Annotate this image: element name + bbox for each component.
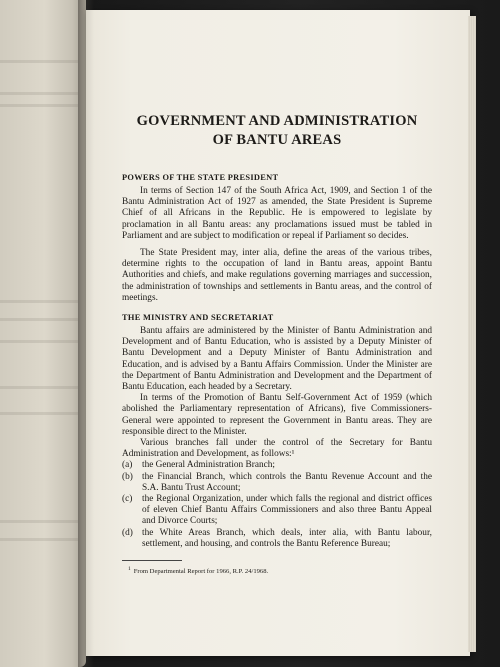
- paragraph: In terms of Section 147 of the South Africa Act, 1909, and Section 1 of the Bantu Administration Act of 1927 as amended, the State President is Supreme Chief of all Africans in the Republic. He is empowered to legislate by proclamation in all Bantu areas: any proclamations issued must be tabled in Parliament and are subject to modification or repeal if Parliament so decides.: [122, 186, 432, 241]
- paragraph: Various branches fall under the control of the Secretary for Bantu Administration and Development, as follows:¹: [122, 438, 432, 460]
- page-title: [122, 112, 432, 150]
- paragraph: The State President may, inter alia, define the areas of the various tribes, determine rights to the occupation of land in Bantu areas, appoint Bantu Authorities and chiefs, and make regulations governing marriages and succession, the administration of townships and settlements in Bantu areas, and the control of meetings.: [122, 248, 432, 303]
- list-item: (c) the Regional Organization, under which falls the regional and district offices of eleven Chief Bantu Affairs Commissioners and also three Bantu Appeal and Divorce Courts;: [122, 494, 432, 527]
- page-content: [122, 112, 432, 576]
- footnote: $^1$ From Departmental Report for 1966, R.P. 24/1968.: [128, 566, 269, 576]
- title-line-1: GOVERNMENT AND ADMINISTRATION: [136, 113, 418, 129]
- book-gutter: [78, 0, 94, 667]
- page-stack-edge: [468, 16, 476, 652]
- left-page: [0, 0, 86, 667]
- list-item: (b) the Financial Branch, which controls the Bantu Revenue Account and the S.A. Bantu Trust Account;: [122, 471, 432, 493]
- list-item: (d) the White Areas Branch, which deals, inter alia, with Bantu labour, settlement, and housing, and controls the Bantu Reference Bureau;: [122, 527, 432, 549]
- paragraph: In terms of the Promotion of Bantu Self-Government Act of 1959 (which abolished the Parliamentary representation of Africans), five Commissioners-General were appointed to represent the Government in Bantu areas. They are responsible direct to the Minister.: [122, 393, 432, 437]
- section-heading-ministry: THE MINISTRY AND SECRETARIAT: [122, 313, 274, 323]
- list-item: (a) the General Administration Branch;: [122, 460, 275, 471]
- paragraph: Bantu affairs are administered by the Minister of Bantu Administration and Development and of Bantu Education, who is assisted by a Deputy Minister of Bantu Development and a Deputy Minister of Bantu Administration and Education, and is advised by a Bantu Affairs Commission. Under the Minister are the Department of Bantu Administration and Development and the Department of Bantu Education, each headed by a Secretary.: [122, 326, 432, 393]
- title-line-2: OF BANTU AREAS: [212, 132, 342, 148]
- branch-list: [122, 460, 432, 550]
- section-heading-powers: POWERS OF THE STATE PRESIDENT: [122, 173, 279, 182]
- footnote-rule: [122, 560, 182, 561]
